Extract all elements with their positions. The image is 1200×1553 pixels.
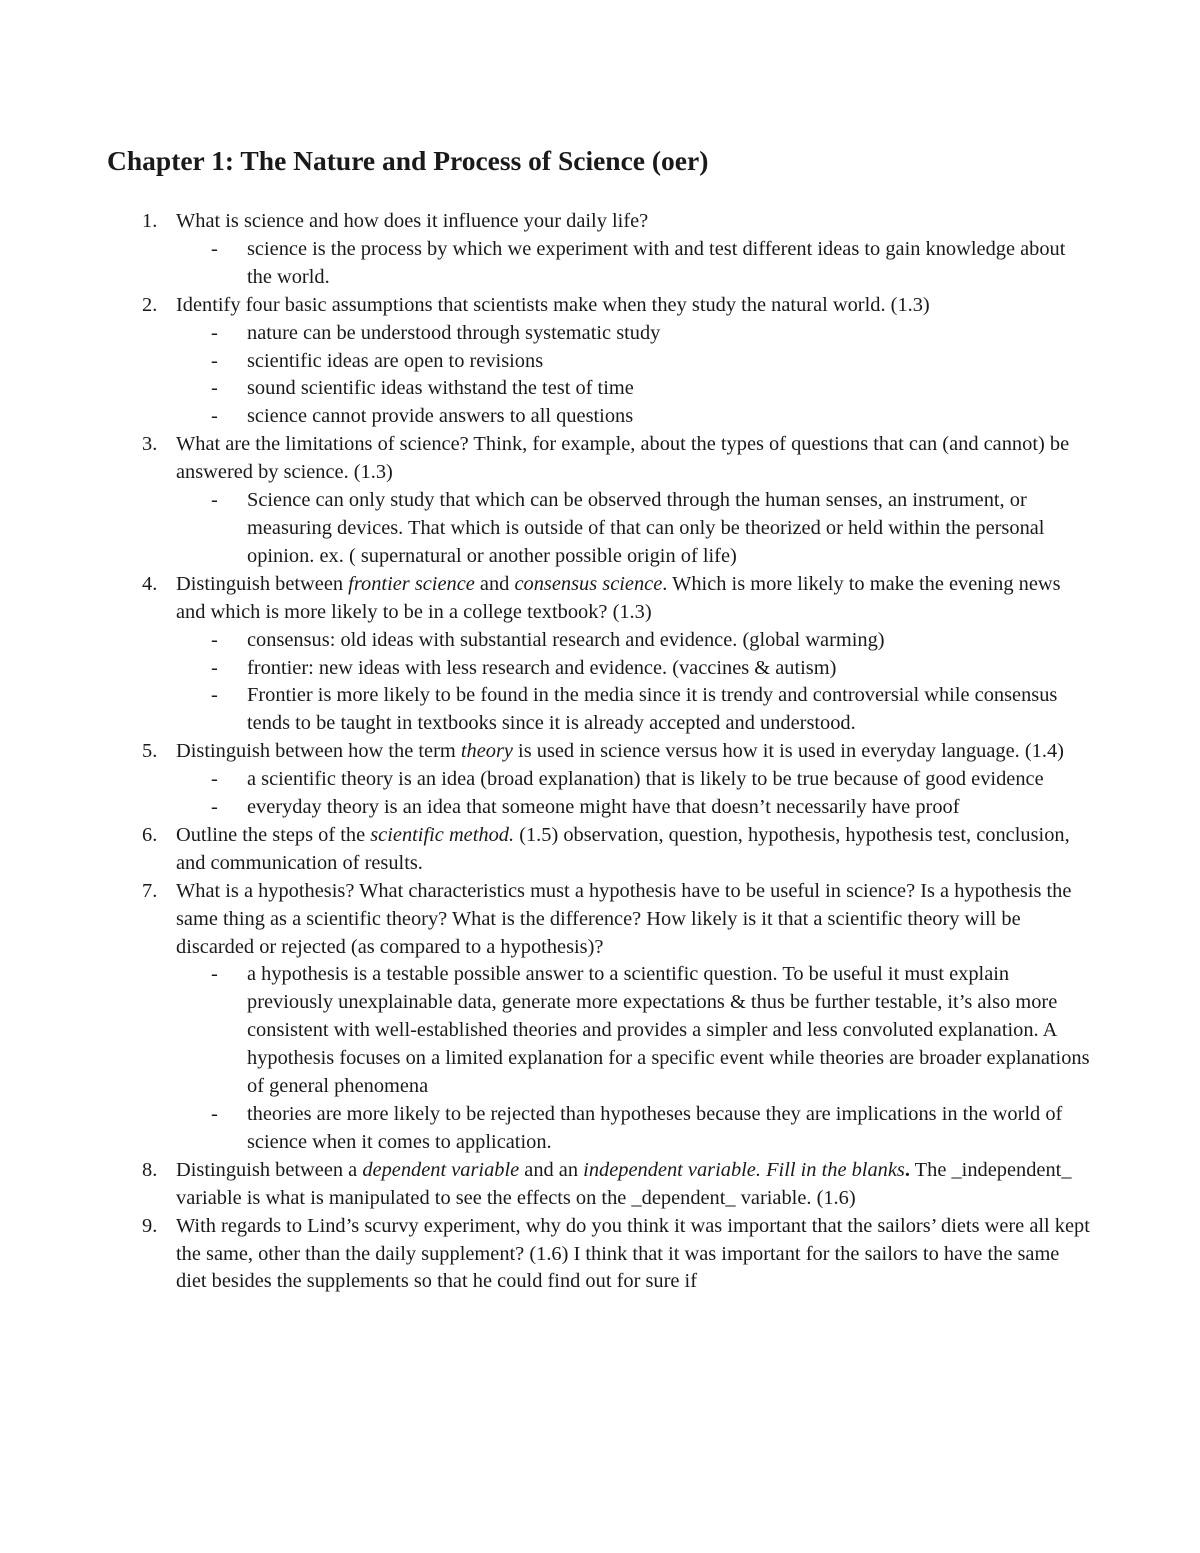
question-text-part: Distinguish between a (176, 1158, 363, 1181)
question-6 (0, 822, 1200, 878)
question-number: 8. (142, 1158, 158, 1181)
question-text-part: Outline the steps of the (176, 823, 371, 846)
answer-item (176, 794, 1090, 822)
answer-text: a scientific theory is an idea (broad explanation) that is likely to be true because of good evidence (247, 768, 1044, 791)
question-5 (0, 738, 1200, 822)
question-7 (0, 878, 1200, 1157)
question-text-part: (1.5) observation, question, hypothesis, hypothesis test, conclusion, and communication of results. (176, 823, 1070, 874)
question-1 (0, 208, 1200, 292)
bullet-dash: - (211, 377, 218, 400)
question-text: What is a hypothesis? What characteristics must a hypothesis have to be useful in science? Is a hypothesis the same thing as a scientific theory? What is the difference? How likely is it that a scientific theory will be discarded or rejected (as compared to a hypothesis)? (176, 879, 1072, 958)
answer-list (176, 961, 1090, 1156)
answer-list (176, 320, 1090, 432)
question-text-part: is used in science versus how it is used in everyday language. (1.4) (512, 740, 1064, 763)
document-title: Chapter 1: The Nature and Process of Science (oer) (107, 145, 709, 176)
bullet-dash: - (211, 656, 218, 679)
question-text: What are the limitations of science? Think, for example, about the types of questions that can (and cannot) be answered by science. (1.3) (176, 433, 1070, 484)
question-text-part: Distinguish between how the term (176, 740, 461, 763)
answer-item (176, 236, 1090, 292)
answer-text: science cannot provide answers to all questions (247, 405, 634, 428)
question-text: With regards to Lind’s scurvy experiment, why do you think it was important that the sailors’ diets were all kept the same, other than the daily supplement? (1.6) I think that it was important for the sailors to have the same diet besides the supplements so that he could find out for sure if (176, 1214, 1090, 1293)
question-text (176, 824, 1070, 874)
question-text-part: The _independent_ variable is what is manipulated to see the effects on the _dependent_ variable. (1.6) (176, 1158, 1072, 1209)
answer-list (176, 236, 1090, 292)
answer-text: frontier: new ideas with less research and evidence. (vaccines & autism) (247, 656, 837, 679)
question-4 (0, 571, 1200, 738)
question-text (176, 1159, 1072, 1209)
answer-text: Science can only study that which can be observed through the human senses, an instrument, or measuring devices. That which is outside of that can only be theorized or held within the personal opinion. ex. ( supernatural or another possible origin of life) (247, 489, 1045, 567)
bullet-dash: - (211, 489, 218, 512)
term-frontier-science: frontier science (348, 572, 475, 595)
answer-text: Frontier is more likely to be found in the media since it is trendy and controversial while consensus tends to be taught in textbooks since it is already accepted and understood. (247, 684, 1058, 735)
term-scientific-method: scientific method. (370, 823, 515, 846)
bullet-dash: - (211, 768, 218, 791)
answer-text: a hypothesis is a testable possible answer to a scientific question. To be useful it must explain previously unexplainable data, generate more expectations & thus be further testable, it’s also more consistent with well-established theories and provides a simpler and less convoluted explanation. A hypothesis focuses on a limited explanation for a specific event while theories are broader explanations of general phenomena (247, 963, 1090, 1098)
bullet-dash: - (211, 796, 218, 819)
answer-item (176, 627, 1090, 655)
fill-in-the-blanks-label: Fill in the blanks (766, 1158, 905, 1181)
question-8 (0, 1157, 1200, 1213)
bullet-dash: - (211, 628, 218, 651)
question-number: 5. (142, 740, 158, 763)
answer-item (176, 348, 1090, 376)
question-number: 2. (142, 293, 158, 316)
bullet-dash: - (211, 405, 218, 428)
question-number: 3. (142, 433, 158, 456)
term-independent-variable: independent variable. (583, 1158, 761, 1181)
term-dependent-variable: dependent variable (362, 1158, 520, 1181)
answer-item (176, 403, 1090, 431)
question-text: What is science and how does it influence your daily life? (176, 210, 649, 232)
bullet-dash: - (211, 321, 218, 344)
question-number: 1. (142, 210, 158, 232)
question-2 (0, 292, 1200, 432)
question-text-part: and (474, 572, 515, 595)
answer-item (176, 1101, 1090, 1157)
answer-item (176, 655, 1090, 683)
question-text-part: and an (519, 1158, 584, 1181)
answer-list (176, 766, 1090, 822)
bullet-dash: - (211, 237, 218, 260)
term-consensus-science: consensus science (514, 572, 663, 595)
question-text-part: . Which is more likely to make the evening news and which is more likely to be in a college textbook? (1.3) (176, 572, 1061, 623)
answer-list (176, 627, 1090, 739)
answer-text: sound scientific ideas withstand the test of time (247, 377, 634, 400)
answer-text: scientific ideas are open to revisions (247, 349, 544, 372)
answer-text: consensus: old ideas with substantial research and evidence. (global warming) (247, 628, 885, 651)
answer-text: nature can be understood through systematic study (247, 321, 661, 344)
question-list (0, 208, 1200, 1296)
bullet-dash: - (211, 684, 218, 707)
question-number: 4. (142, 572, 158, 595)
question-number: 7. (142, 879, 158, 902)
answer-item (176, 682, 1090, 738)
answer-item (176, 961, 1090, 1101)
question-text (176, 740, 1064, 762)
answer-text: theories are more likely to be rejected than hypotheses because they are implications in the world of science when it comes to application. (247, 1103, 1063, 1153)
answer-item (176, 487, 1090, 571)
bullet-dash: - (211, 1103, 218, 1125)
question-text-part: . (904, 1158, 910, 1181)
question-3 (0, 431, 1200, 571)
question-9 (0, 1213, 1200, 1297)
question-number: 6. (142, 823, 158, 846)
answer-item (176, 320, 1090, 348)
answer-text: everyday theory is an idea that someone might have that doesn’t necessarily have proof (247, 796, 960, 819)
term-theory: theory (460, 740, 513, 763)
question-text-part: Distinguish between (176, 572, 349, 595)
question-text: Identify four basic assumptions that scientists make when they study the natural world. (1.3) (176, 293, 930, 316)
answer-item (176, 766, 1090, 794)
answer-list (176, 487, 1090, 571)
answer-item (176, 375, 1090, 403)
bullet-dash: - (211, 349, 218, 372)
answer-text: science is the process by which we experiment with and test different ideas to gain knowledge about the world. (247, 237, 1066, 288)
bullet-dash: - (211, 963, 218, 986)
question-text (176, 573, 1061, 623)
question-number: 9. (142, 1214, 158, 1237)
